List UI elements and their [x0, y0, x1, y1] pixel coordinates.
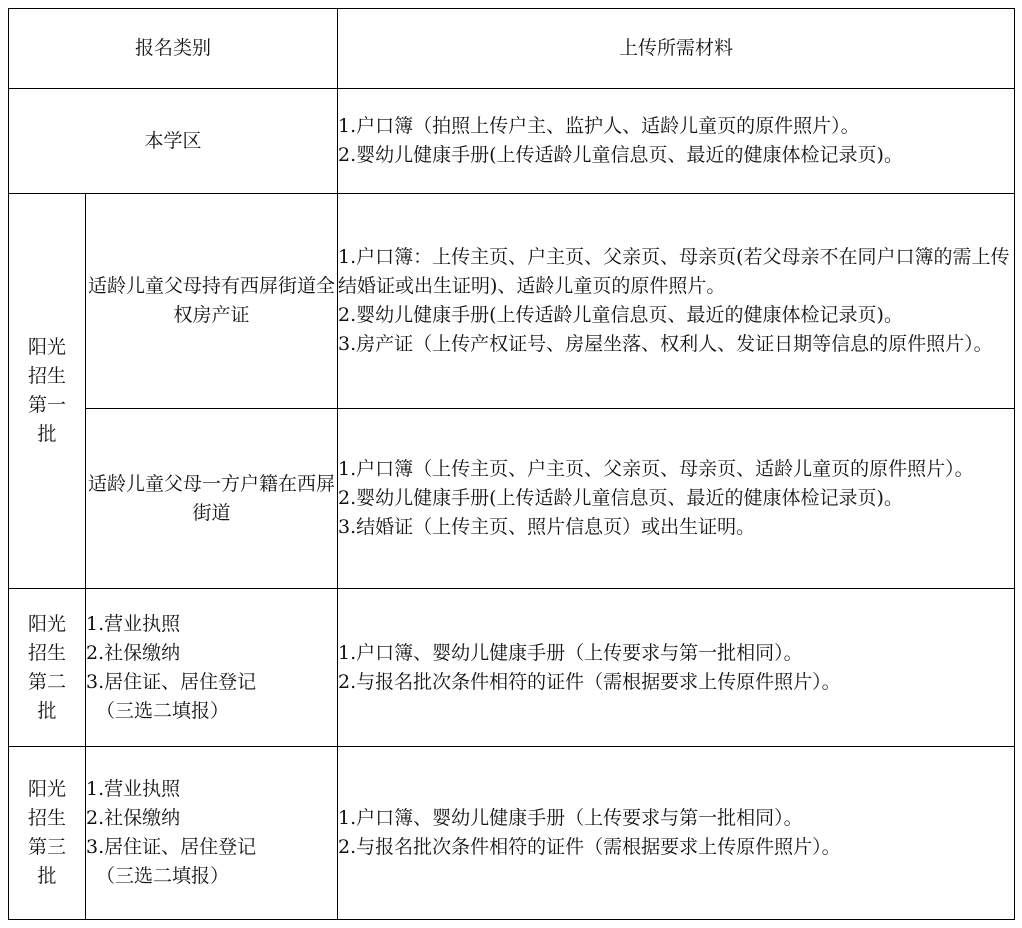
batch-label-line: 阳光	[27, 612, 66, 635]
header-row	[9, 9, 1015, 89]
material-line: 2.婴幼儿健康手册(上传适龄儿童信息页、最近的健康体检记录页)。	[338, 144, 903, 166]
material-line: 2.婴幼儿健康手册(上传适龄儿童信息页、最近的健康体检记录页)。	[338, 304, 903, 326]
material-line: 1.户口簿（上传主页、户主页、父亲页、母亲页、适龄儿童页的原件照片）。	[338, 458, 974, 480]
condition-line: （三选二填报）	[96, 699, 230, 722]
registration-materials-table	[8, 8, 1015, 920]
batch3-materials	[338, 747, 1015, 920]
condition-line: 1.营业执照	[86, 778, 181, 800]
condition-line: 1.营业执照	[86, 612, 181, 635]
batch1-label-cell	[9, 194, 86, 589]
table-row-batch2	[9, 589, 1015, 747]
batch3-label-cell	[9, 747, 86, 920]
header-materials-cell: 上传所需材料	[338, 9, 1015, 89]
batch-label-line: 批	[37, 423, 57, 445]
batch1-household-condition: 适龄儿童父母一方户籍在西屏街道	[86, 409, 338, 589]
batch-label-line: 批	[37, 699, 57, 722]
batch-label-line: 招生	[27, 807, 66, 829]
batch-label-line: 招生	[27, 641, 66, 664]
material-line: 1.户口簿（拍照上传户主、监护人、适龄儿童页的原件照片）。	[338, 115, 860, 137]
material-line: 2.婴幼儿健康手册(上传适龄儿童信息页、最近的健康体检记录页)。	[338, 487, 903, 509]
condition-line: 3.居住证、居住登记	[86, 836, 257, 858]
batch2-conditions	[86, 589, 338, 747]
material-line: 3.房产证（上传产权证号、房屋坐落、权利人、发证日期等信息的原件照片）。	[338, 333, 993, 355]
material-line: 1.户口簿、婴幼儿健康手册（上传要求与第一批相同）。	[338, 807, 803, 829]
table-row-batch3	[9, 747, 1015, 920]
batch-label-line: 阳光	[27, 778, 66, 800]
batch2-label-cell	[9, 589, 86, 747]
batch-label-line: 招生	[27, 365, 66, 387]
table-row-local-district	[9, 89, 1015, 194]
batch-label-line: 第二	[27, 670, 66, 693]
batch1-property-condition: 适龄儿童父母持有西屏街道全权房产证	[86, 194, 338, 409]
condition-line: 3.居住证、居住登记	[86, 670, 257, 693]
batch2-materials	[338, 589, 1015, 747]
condition-line: 2.社保缴纳	[86, 807, 181, 829]
registration-materials-document	[8, 8, 1014, 919]
material-line: 1.户口簿、婴幼儿健康手册（上传要求与第一批相同）。	[338, 641, 803, 664]
batch-label-line: 批	[37, 865, 57, 887]
table-row-batch1-household	[9, 409, 1015, 589]
batch-label-line: 阳光	[27, 336, 66, 358]
condition-line: （三选二填报）	[96, 865, 230, 887]
table-row-batch1-property	[9, 194, 1015, 409]
batch1-household-materials	[338, 409, 1015, 589]
batch-label-line: 第一	[27, 394, 66, 416]
material-line: 3.结婚证（上传主页、照片信息页）或出生证明。	[338, 516, 756, 538]
condition-line: 2.社保缴纳	[86, 641, 181, 664]
material-line: 2.与报名批次条件相符的证件（需根据要求上传原件照片）。	[338, 670, 841, 693]
material-line: 2.与报名批次条件相符的证件（需根据要求上传原件照片）。	[338, 836, 841, 858]
batch1-property-materials	[338, 194, 1015, 409]
materials-local-district	[338, 89, 1015, 194]
material-line: 1.户口簿：上传主页、户主页、父亲页、母亲页(若父母亲不在同户口簿的需上传结婚证或出生证明)、适龄儿童页的原件照片。	[338, 246, 1010, 297]
category-local-district: 本学区	[9, 89, 338, 194]
batch3-conditions	[86, 747, 338, 920]
header-category-cell: 报名类别	[9, 9, 338, 89]
batch-label-line: 第三	[27, 836, 66, 858]
